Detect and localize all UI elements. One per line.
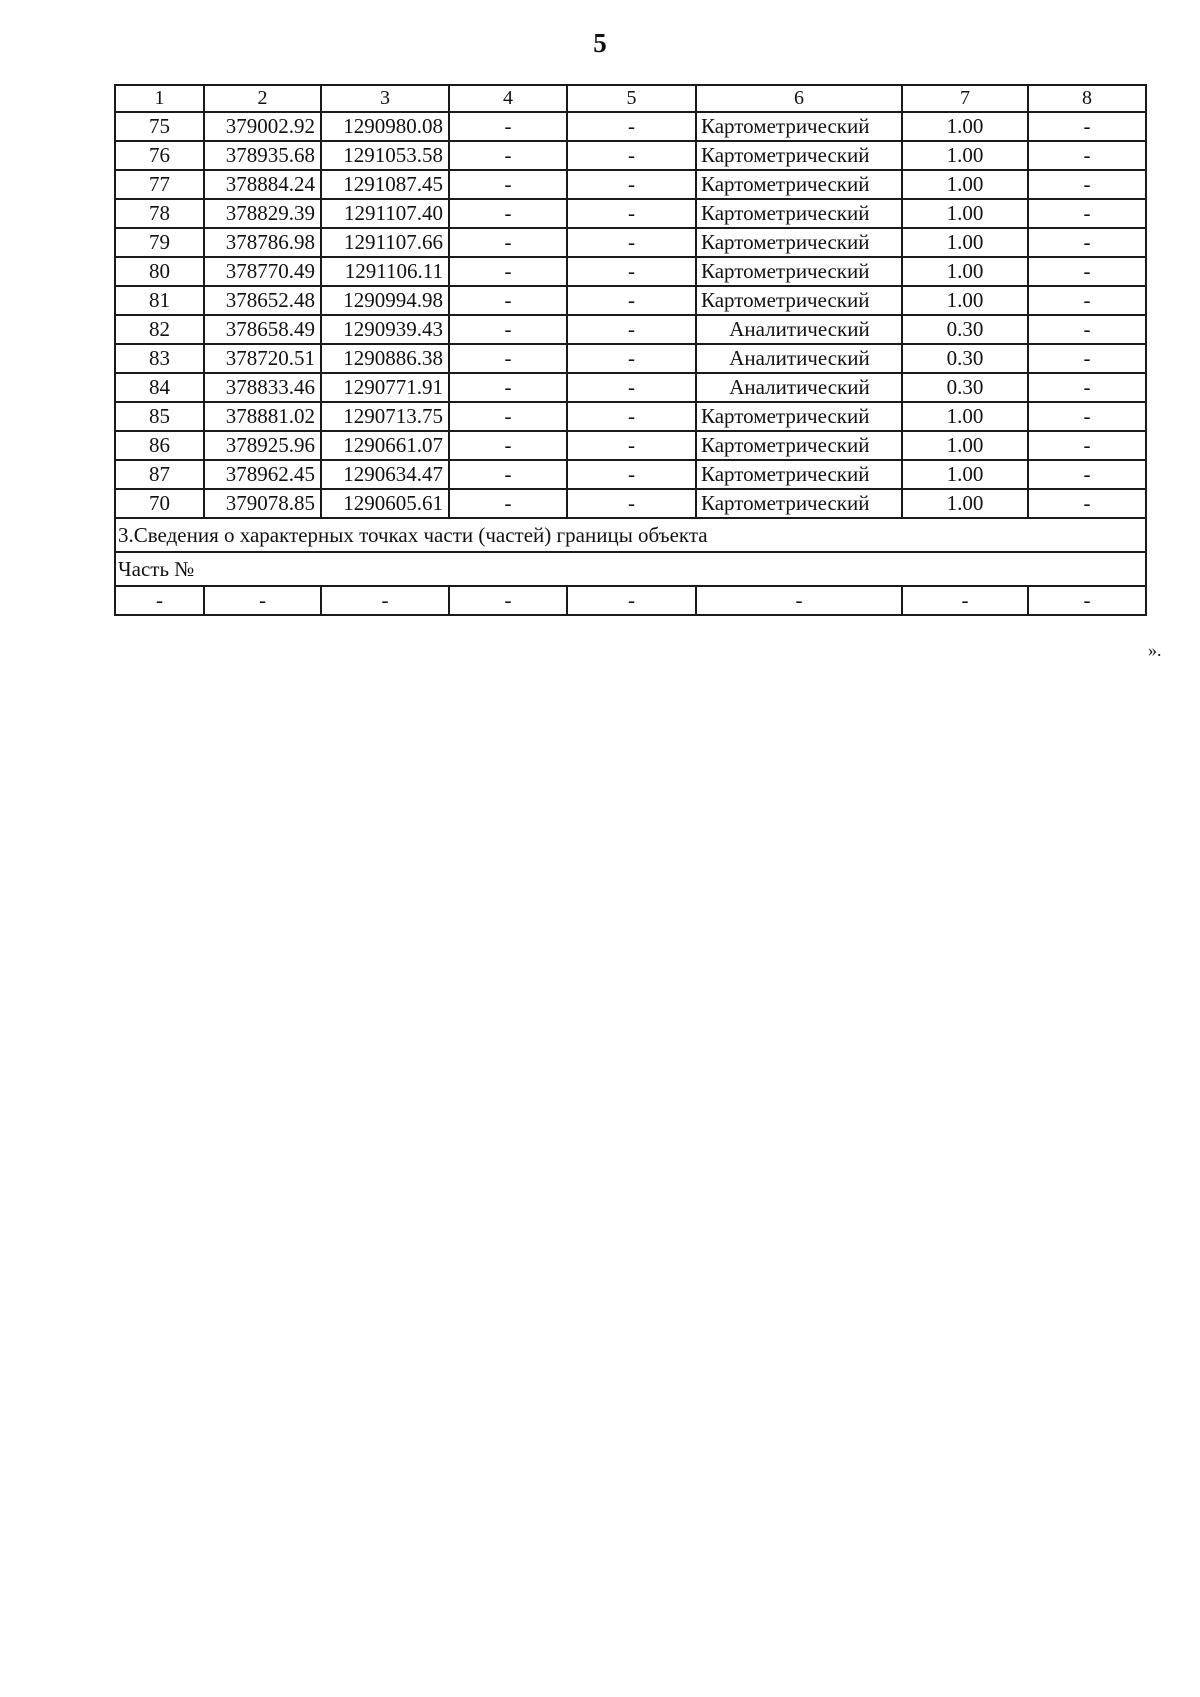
table-cell: 1.00 <box>902 402 1028 431</box>
table-cell: 378652.48 <box>204 286 321 315</box>
table-cell: 78 <box>115 199 204 228</box>
table-cell: 1.00 <box>902 199 1028 228</box>
table-cell: - <box>567 402 696 431</box>
column-header: 1 <box>115 85 204 112</box>
table-cell: 87 <box>115 460 204 489</box>
table-cell: - <box>1028 402 1146 431</box>
table-cell: 378720.51 <box>204 344 321 373</box>
table-cell: 1.00 <box>902 228 1028 257</box>
table-cell: 1290634.47 <box>321 460 449 489</box>
table-cell: 1290771.91 <box>321 373 449 402</box>
table-cell: 81 <box>115 286 204 315</box>
table-cell: Картометрический <box>696 199 902 228</box>
column-header: 7 <box>902 85 1028 112</box>
table-cell: 1.00 <box>902 489 1028 518</box>
table-cell: Аналитический <box>696 315 902 344</box>
table-cell: Картометрический <box>696 170 902 199</box>
table-cell: 84 <box>115 373 204 402</box>
table-cell: - <box>449 460 567 489</box>
table-cell: - <box>449 586 567 615</box>
table-cell: - <box>449 199 567 228</box>
column-header: 8 <box>1028 85 1146 112</box>
table-cell: 378925.96 <box>204 431 321 460</box>
table-cell: - <box>567 460 696 489</box>
table-row <box>115 373 1146 402</box>
table-cell: - <box>449 112 567 141</box>
table-cell: - <box>449 228 567 257</box>
table-cell: 1291106.11 <box>321 257 449 286</box>
column-header: 2 <box>204 85 321 112</box>
section-row <box>115 518 1146 552</box>
table-cell: - <box>115 586 204 615</box>
table-cell: Картометрический <box>696 489 902 518</box>
table-cell: Аналитический <box>696 373 902 402</box>
section-title: 3.Сведения о характерных точках части (частей) границы объекта <box>115 518 1146 552</box>
table-cell: Аналитический <box>696 344 902 373</box>
table-cell: 378881.02 <box>204 402 321 431</box>
table-cell: - <box>1028 199 1146 228</box>
table-cell: Картометрический <box>696 257 902 286</box>
table-cell: 1.00 <box>902 112 1028 141</box>
table-row <box>115 402 1146 431</box>
table-cell: 1291107.66 <box>321 228 449 257</box>
table-cell: 1290713.75 <box>321 402 449 431</box>
table-row <box>115 344 1146 373</box>
table-cell: 1.00 <box>902 141 1028 170</box>
table-cell: 77 <box>115 170 204 199</box>
table-cell: - <box>567 141 696 170</box>
table-cell: - <box>449 141 567 170</box>
table-cell: Картометрический <box>696 402 902 431</box>
table-cell: 1.00 <box>902 431 1028 460</box>
table-cell: 379002.92 <box>204 112 321 141</box>
table-cell: - <box>449 489 567 518</box>
table-cell: Картометрический <box>696 431 902 460</box>
table-row <box>115 315 1146 344</box>
table-cell: - <box>321 586 449 615</box>
table-cell: 1290994.98 <box>321 286 449 315</box>
table-cell: 1.00 <box>902 257 1028 286</box>
table-cell: 0.30 <box>902 373 1028 402</box>
table-cell: 1291107.40 <box>321 199 449 228</box>
part-label: Часть № <box>115 552 1146 586</box>
table-cell: - <box>449 286 567 315</box>
table-cell: 0.30 <box>902 315 1028 344</box>
table-row <box>115 257 1146 286</box>
table-cell: 378829.39 <box>204 199 321 228</box>
table-cell: - <box>1028 431 1146 460</box>
table-cell: - <box>449 257 567 286</box>
table-cell: - <box>902 586 1028 615</box>
table-cell: 70 <box>115 489 204 518</box>
table-cell: - <box>1028 112 1146 141</box>
table-cell: Картометрический <box>696 460 902 489</box>
table-cell: - <box>449 315 567 344</box>
table-cell: - <box>449 431 567 460</box>
table-cell: 378833.46 <box>204 373 321 402</box>
table-cell: - <box>1028 141 1146 170</box>
table-cell: Картометрический <box>696 112 902 141</box>
table-cell: - <box>567 257 696 286</box>
table-cell: 1290605.61 <box>321 489 449 518</box>
table-cell: 86 <box>115 431 204 460</box>
table-cell: - <box>1028 286 1146 315</box>
table-cell: 79 <box>115 228 204 257</box>
part-row <box>115 552 1146 586</box>
table-cell: - <box>567 373 696 402</box>
table-cell: - <box>567 315 696 344</box>
table-cell: 0.30 <box>902 344 1028 373</box>
table-cell: - <box>1028 344 1146 373</box>
table-cell: 1291053.58 <box>321 141 449 170</box>
table-cell: 80 <box>115 257 204 286</box>
table-cell: 82 <box>115 315 204 344</box>
table-cell: - <box>449 344 567 373</box>
table-cell: - <box>567 286 696 315</box>
table-cell: 1.00 <box>902 286 1028 315</box>
table-cell: - <box>1028 373 1146 402</box>
table-row <box>115 112 1146 141</box>
table-cell: 85 <box>115 402 204 431</box>
table-cell: - <box>567 586 696 615</box>
table-cell: 75 <box>115 112 204 141</box>
column-header: 5 <box>567 85 696 112</box>
table-cell: 1290661.07 <box>321 431 449 460</box>
table-cell: 378962.45 <box>204 460 321 489</box>
empty-row <box>115 586 1146 615</box>
closing-quote: ». <box>1148 640 1162 660</box>
table-cell: 1290939.43 <box>321 315 449 344</box>
table-cell: - <box>1028 586 1146 615</box>
table-cell: Картометрический <box>696 286 902 315</box>
table-cell: Картометрический <box>696 141 902 170</box>
table-cell: - <box>567 228 696 257</box>
table-row <box>115 460 1146 489</box>
table-cell: 76 <box>115 141 204 170</box>
table-cell: Картометрический <box>696 228 902 257</box>
table-cell: - <box>1028 489 1146 518</box>
table-cell: - <box>1028 460 1146 489</box>
table-cell: 378658.49 <box>204 315 321 344</box>
table-cell: - <box>567 170 696 199</box>
table-cell: 378884.24 <box>204 170 321 199</box>
table-cell: 1290980.08 <box>321 112 449 141</box>
table-cell: - <box>204 586 321 615</box>
table-cell: 1290886.38 <box>321 344 449 373</box>
table-cell: - <box>567 489 696 518</box>
boundary-points-table <box>114 84 1147 616</box>
table-cell: - <box>567 112 696 141</box>
column-header: 6 <box>696 85 902 112</box>
table-cell: - <box>1028 315 1146 344</box>
table-cell: - <box>449 170 567 199</box>
column-header: 3 <box>321 85 449 112</box>
table-header-row <box>115 85 1146 112</box>
table-cell: 379078.85 <box>204 489 321 518</box>
table-cell: - <box>1028 170 1146 199</box>
column-header: 4 <box>449 85 567 112</box>
table-cell: - <box>449 373 567 402</box>
page-number: 5 <box>593 28 607 58</box>
table-cell: 1291087.45 <box>321 170 449 199</box>
table-cell: 378935.68 <box>204 141 321 170</box>
table-cell: - <box>1028 257 1146 286</box>
table-row <box>115 141 1146 170</box>
table-cell: 1.00 <box>902 170 1028 199</box>
table-cell: - <box>1028 228 1146 257</box>
table-cell: - <box>567 199 696 228</box>
table-row <box>115 199 1146 228</box>
table-cell: - <box>567 344 696 373</box>
table-cell: - <box>696 586 902 615</box>
table-cell: 378770.49 <box>204 257 321 286</box>
table-row <box>115 489 1146 518</box>
table-cell: - <box>449 402 567 431</box>
table-row <box>115 431 1146 460</box>
table-cell: 378786.98 <box>204 228 321 257</box>
table-row <box>115 228 1146 257</box>
table-row <box>115 286 1146 315</box>
table-cell: 1.00 <box>902 460 1028 489</box>
table-row <box>115 170 1146 199</box>
table-cell: 83 <box>115 344 204 373</box>
table-cell: - <box>567 431 696 460</box>
